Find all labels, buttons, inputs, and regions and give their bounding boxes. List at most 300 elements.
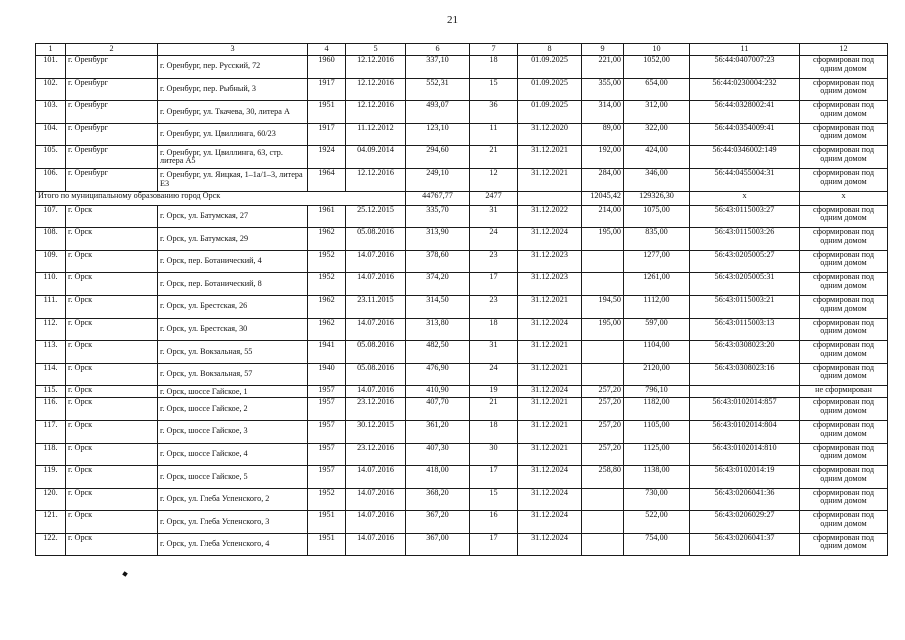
row-number: 108. [36,228,66,251]
deadline-cell: 31.12.2021 [518,398,582,421]
column-header: 12 [800,44,888,56]
locality-cell: г. Орск [66,488,158,511]
status-cell: сформирован под одним домом [800,341,888,364]
year-cell: 1952 [308,273,346,296]
locality-cell: г. Орск [66,205,158,228]
orsk-rows [36,205,888,556]
area-cell: 314,50 [406,295,470,318]
deadline-cell: 31.12.2024 [518,466,582,489]
col9-cell: 214,00 [582,205,624,228]
area-cell: 482,50 [406,341,470,364]
total-section [36,191,888,205]
year-cell: 1951 [308,533,346,556]
year-cell: 1917 [308,78,346,101]
col10-cell: 2120,00 [624,363,690,386]
table-row [36,146,888,169]
residents-cell: 23 [470,295,518,318]
deadline-cell: 31.12.2024 [518,511,582,534]
status-cell: сформирован под одним домом [800,488,888,511]
area-cell: 476,90 [406,363,470,386]
col10-cell: 1261,00 [624,273,690,296]
deadline-cell: 31.12.2021 [518,363,582,386]
cadastral-number-cell: 56:43:0115003:21 [690,295,800,318]
table-row [36,205,888,228]
col9-cell [582,363,624,386]
year-cell: 1917 [308,123,346,146]
deadline-cell: 31.12.2024 [518,386,582,398]
col9-cell [582,488,624,511]
year-cell: 1957 [308,420,346,443]
column-header: 4 [308,44,346,56]
column-header: 7 [470,44,518,56]
date-cell: 14.07.2016 [346,533,406,556]
locality-cell: г. Оренбург [66,101,158,124]
col9-cell [582,533,624,556]
table-row [36,420,888,443]
locality-cell: г. Оренбург [66,168,158,191]
address-cell: г. Орск, ул. Вокзальная, 55 [158,341,308,364]
col10-cell: 1105,00 [624,420,690,443]
cadastral-number-cell: 56:43:0102014:19 [690,466,800,489]
address-cell: г. Орск, ул. Батумская, 27 [158,205,308,228]
cadastral-number-cell: 56:43:0102014:810 [690,443,800,466]
col9-cell: 257,20 [582,398,624,421]
area-cell: 335,70 [406,205,470,228]
locality-cell: г. Оренбург [66,123,158,146]
row-number: 111. [36,295,66,318]
date-cell: 14.07.2016 [346,466,406,489]
residents-cell: 18 [470,318,518,341]
residents-cell: 24 [470,363,518,386]
deadline-cell: 31.12.2023 [518,250,582,273]
locality-cell: г. Орск [66,273,158,296]
residents-cell: 16 [470,511,518,534]
deadline-cell: 01.09.2025 [518,78,582,101]
col10-cell: 1182,00 [624,398,690,421]
date-cell: 12.12.2016 [346,56,406,79]
orenburg-rows [36,56,888,192]
year-cell: 1961 [308,205,346,228]
date-cell: 30.12.2015 [346,420,406,443]
row-number: 110. [36,273,66,296]
address-cell: г. Оренбург, ул. Цвиллинга, 60/23 [158,123,308,146]
residents-cell: 15 [470,488,518,511]
cadastral-number-cell: 56:43:0308023:16 [690,363,800,386]
residents-cell: 30 [470,443,518,466]
col10-cell: 754,00 [624,533,690,556]
area-cell: 378,60 [406,250,470,273]
deadline-cell: 31.12.2024 [518,318,582,341]
cadastral-number-cell: 56:43:0308023:20 [690,341,800,364]
year-cell: 1964 [308,168,346,191]
deadline-cell: 31.12.2021 [518,443,582,466]
col9-cell [582,273,624,296]
date-cell: 14.07.2016 [346,488,406,511]
table-row [36,386,888,398]
address-cell: г. Орск, пер. Ботанический, 8 [158,273,308,296]
status-cell: сформирован под одним домом [800,205,888,228]
date-cell: 05.08.2016 [346,341,406,364]
col10-cell: 1112,00 [624,295,690,318]
locality-cell: г. Оренбург [66,56,158,79]
page-number: 21 [447,14,458,26]
col10-cell: 1104,00 [624,341,690,364]
deadline-cell: 31.12.2021 [518,168,582,191]
row-number: 102. [36,78,66,101]
residents-cell: 15 [470,78,518,101]
date-cell: 23.11.2015 [346,295,406,318]
deadline-cell: 31.12.2021 [518,295,582,318]
total-label: Итого по муниципальному образованию город Орск [36,191,406,205]
date-cell: 04.09.2014 [346,146,406,169]
col9-cell [582,511,624,534]
cadastral-number-cell: 56:43:0102014:857 [690,398,800,421]
total-cadastral: х [690,191,800,205]
locality-cell: г. Оренбург [66,146,158,169]
status-cell: сформирован под одним домом [800,273,888,296]
residents-cell: 24 [470,228,518,251]
col9-cell: 194,50 [582,295,624,318]
year-cell: 1940 [308,363,346,386]
table-row [36,511,888,534]
deadline-cell: 31.12.2023 [518,273,582,296]
row-number: 104. [36,123,66,146]
date-cell: 05.08.2016 [346,363,406,386]
cadastral-number-cell: 56:44:0407007:23 [690,56,800,79]
column-header: 3 [158,44,308,56]
deadline-cell: 01.09.2025 [518,101,582,124]
address-cell: г. Орск, ул. Глеба Успенского, 3 [158,511,308,534]
table-row [36,273,888,296]
year-cell: 1962 [308,295,346,318]
address-cell: г. Орск, шоссе Гайское, 1 [158,386,308,398]
col10-cell: 322,00 [624,123,690,146]
deadline-cell: 31.12.2021 [518,341,582,364]
date-cell: 12.12.2016 [346,168,406,191]
column-header: 8 [518,44,582,56]
col10-cell: 730,00 [624,488,690,511]
area-cell: 313,90 [406,228,470,251]
date-cell: 23.12.2016 [346,443,406,466]
status-cell: сформирован под одним домом [800,228,888,251]
col9-cell: 257,20 [582,420,624,443]
address-cell: г. Орск, ул. Глеба Успенского, 4 [158,533,308,556]
col9-cell: 257,20 [582,386,624,398]
cadastral-number-cell: 56:43:0206041:37 [690,533,800,556]
col9-cell [582,250,624,273]
total-empty-cell [518,191,582,205]
address-cell: г. Орск, шоссе Гайское, 4 [158,443,308,466]
column-header: 10 [624,44,690,56]
cadastral-number-cell: 56:44:0328002:41 [690,101,800,124]
table-row [36,295,888,318]
deadline-cell: 31.12.2020 [518,123,582,146]
deadline-cell: 31.12.2024 [518,488,582,511]
year-cell: 1924 [308,146,346,169]
row-number: 109. [36,250,66,273]
column-header: 5 [346,44,406,56]
column-header: 1 [36,44,66,56]
locality-cell: г. Орск [66,250,158,273]
year-cell: 1952 [308,250,346,273]
table-row [36,78,888,101]
cadastral-number-cell: 56:43:0102014:804 [690,420,800,443]
residents-cell: 36 [470,101,518,124]
cadastral-number-cell: 56:43:0205005:27 [690,250,800,273]
status-cell: сформирован под одним домом [800,318,888,341]
deadline-cell: 31.12.2021 [518,420,582,443]
status-cell: сформирован под одним домом [800,466,888,489]
row-number: 101. [36,56,66,79]
area-cell: 410,90 [406,386,470,398]
residents-cell: 17 [470,273,518,296]
date-cell: 12.12.2016 [346,78,406,101]
area-cell: 337,10 [406,56,470,79]
status-cell: сформирован под одним домом [800,250,888,273]
status-cell: сформирован под одним домом [800,123,888,146]
cadastral-number-cell [690,386,800,398]
status-cell: сформирован под одним домом [800,78,888,101]
residents-cell: 21 [470,146,518,169]
deadline-cell: 31.12.2024 [518,228,582,251]
table-row [36,398,888,421]
table-row [36,123,888,146]
col10-cell: 1138,00 [624,466,690,489]
column-number-row [36,44,888,56]
col10-cell: 1052,00 [624,56,690,79]
address-cell: г. Орск, ул. Батумская, 29 [158,228,308,251]
date-cell: 14.07.2016 [346,250,406,273]
year-cell: 1957 [308,466,346,489]
residents-cell: 17 [470,533,518,556]
table-row [36,533,888,556]
cadastral-number-cell: 56:43:0115003:13 [690,318,800,341]
table-row [36,341,888,364]
col9-cell: 221,00 [582,56,624,79]
address-cell: г. Оренбург, ул. Яицкая, 1–1а/1–3, литера Е3 [158,168,308,191]
date-cell: 25.12.2015 [346,205,406,228]
area-cell: 367,20 [406,511,470,534]
date-cell: 14.07.2016 [346,511,406,534]
address-cell: г. Орск, шоссе Гайское, 5 [158,466,308,489]
date-cell: 14.07.2016 [346,318,406,341]
date-cell: 11.12.2012 [346,123,406,146]
col10-cell: 424,00 [624,146,690,169]
row-number: 114. [36,363,66,386]
address-cell: г. Орск, шоссе Гайское, 3 [158,420,308,443]
col10-cell: 522,00 [624,511,690,534]
table-row [36,443,888,466]
row-number: 105. [36,146,66,169]
address-cell: г. Орск, ул. Глеба Успенского, 2 [158,488,308,511]
address-cell: г. Орск, пер. Ботанический, 4 [158,250,308,273]
row-number: 106. [36,168,66,191]
date-cell: 14.07.2016 [346,386,406,398]
locality-cell: г. Орск [66,386,158,398]
cadastral-number-cell: 56:43:0206029:27 [690,511,800,534]
table-row [36,488,888,511]
col10-cell: 597,00 [624,318,690,341]
row-number: 112. [36,318,66,341]
residents-cell: 23 [470,250,518,273]
row-number: 120. [36,488,66,511]
col9-cell: 355,00 [582,78,624,101]
locality-cell: г. Орск [66,363,158,386]
cadastral-number-cell: 56:43:0206041:36 [690,488,800,511]
table-row [36,250,888,273]
col10-cell: 835,00 [624,228,690,251]
status-cell: не сформирован [800,386,888,398]
year-cell: 1957 [308,443,346,466]
area-cell: 552,31 [406,78,470,101]
residents-cell: 12 [470,168,518,191]
address-cell: г. Орск, ул. Брестская, 26 [158,295,308,318]
residents-cell: 17 [470,466,518,489]
row-number: 113. [36,341,66,364]
area-cell: 367,00 [406,533,470,556]
col9-cell [582,341,624,364]
locality-cell: г. Оренбург [66,78,158,101]
table-row [36,56,888,79]
locality-cell: г. Орск [66,341,158,364]
year-cell: 1951 [308,101,346,124]
row-number: 118. [36,443,66,466]
residents-cell: 11 [470,123,518,146]
date-cell: 12.12.2016 [346,101,406,124]
date-cell: 23.12.2016 [346,398,406,421]
residents-cell: 31 [470,341,518,364]
area-cell: 407,30 [406,443,470,466]
cadastral-number-cell: 56:44:0455004:31 [690,168,800,191]
table-row [36,466,888,489]
scan-mark [122,571,128,577]
address-cell: г. Оренбург, ул. Цвиллинга, 63, стр. литера А5 [158,146,308,169]
locality-cell: г. Орск [66,533,158,556]
residents-cell: 19 [470,386,518,398]
area-cell: 407,70 [406,398,470,421]
col9-cell: 284,00 [582,168,624,191]
area-cell: 313,80 [406,318,470,341]
table-row [36,363,888,386]
cadastral-number-cell: 56:43:0115003:27 [690,205,800,228]
status-cell: сформирован под одним домом [800,533,888,556]
total-residents: 2477 [470,191,518,205]
locality-cell: г. Орск [66,228,158,251]
column-header: 2 [66,44,158,56]
col9-cell: 258,80 [582,466,624,489]
year-cell: 1951 [308,511,346,534]
locality-cell: г. Орск [66,466,158,489]
deadline-cell: 31.12.2022 [518,205,582,228]
area-cell: 361,20 [406,420,470,443]
address-cell: г. Орск, шоссе Гайское, 2 [158,398,308,421]
locality-cell: г. Орск [66,420,158,443]
status-cell: сформирован под одним домом [800,168,888,191]
table-row [36,168,888,191]
total-c10: 129326,30 [624,191,690,205]
status-cell: сформирован под одним домом [800,146,888,169]
cadastral-number-cell: 56:44:0354009:41 [690,123,800,146]
status-cell: сформирован под одним домом [800,363,888,386]
row-number: 103. [36,101,66,124]
col10-cell: 346,00 [624,168,690,191]
row-number: 107. [36,205,66,228]
total-row [36,191,888,205]
year-cell: 1941 [308,341,346,364]
locality-cell: г. Орск [66,443,158,466]
address-cell: г. Оренбург, пер. Русский, 72 [158,56,308,79]
deadline-cell: 31.12.2021 [518,146,582,169]
col9-cell: 195,00 [582,318,624,341]
table-row [36,228,888,251]
cadastral-number-cell: 56:43:0115003:26 [690,228,800,251]
address-cell: г. Оренбург, пер. Рыбный, 3 [158,78,308,101]
row-number: 116. [36,398,66,421]
status-cell: сформирован под одним домом [800,295,888,318]
deadline-cell: 01.09.2025 [518,56,582,79]
area-cell: 368,20 [406,488,470,511]
col10-cell: 312,00 [624,101,690,124]
date-cell: 05.08.2016 [346,228,406,251]
row-number: 122. [36,533,66,556]
locality-cell: г. Орск [66,318,158,341]
col10-cell: 1075,00 [624,205,690,228]
address-cell: г. Орск, ул. Вокзальная, 57 [158,363,308,386]
year-cell: 1957 [308,398,346,421]
table-row [36,318,888,341]
status-cell: сформирован под одним домом [800,56,888,79]
year-cell: 1960 [308,56,346,79]
table-row [36,101,888,124]
address-cell: г. Орск, ул. Брестская, 30 [158,318,308,341]
area-cell: 374,20 [406,273,470,296]
locality-cell: г. Орск [66,511,158,534]
cadastral-number-cell: 56:43:0205005:31 [690,273,800,296]
year-cell: 1957 [308,386,346,398]
area-cell: 418,00 [406,466,470,489]
col9-cell: 314,00 [582,101,624,124]
deadline-cell: 31.12.2024 [518,533,582,556]
column-header: 6 [406,44,470,56]
date-cell: 14.07.2016 [346,273,406,296]
year-cell: 1962 [308,228,346,251]
area-cell: 493,07 [406,101,470,124]
locality-cell: г. Орск [66,398,158,421]
col9-cell: 195,00 [582,228,624,251]
col10-cell: 1277,00 [624,250,690,273]
col9-cell: 89,00 [582,123,624,146]
row-number: 117. [36,420,66,443]
residents-cell: 31 [470,205,518,228]
status-cell: сформирован под одним домом [800,101,888,124]
total-c9: 12045,42 [582,191,624,205]
col9-cell: 257,20 [582,443,624,466]
col10-cell: 1125,00 [624,443,690,466]
row-number: 121. [36,511,66,534]
area-cell: 294,60 [406,146,470,169]
row-number: 119. [36,466,66,489]
total-area: 44767,77 [406,191,470,205]
column-header: 9 [582,44,624,56]
cadastral-number-cell: 56:44:0346002:149 [690,146,800,169]
address-cell: г. Оренбург, ул. Ткачева, 30, литера А [158,101,308,124]
housing-registry-table [35,43,888,556]
status-cell: сформирован под одним домом [800,420,888,443]
year-cell: 1952 [308,488,346,511]
cadastral-number-cell: 56:44:0230004:232 [690,78,800,101]
status-cell: сформирован под одним домом [800,443,888,466]
col10-cell: 654,00 [624,78,690,101]
